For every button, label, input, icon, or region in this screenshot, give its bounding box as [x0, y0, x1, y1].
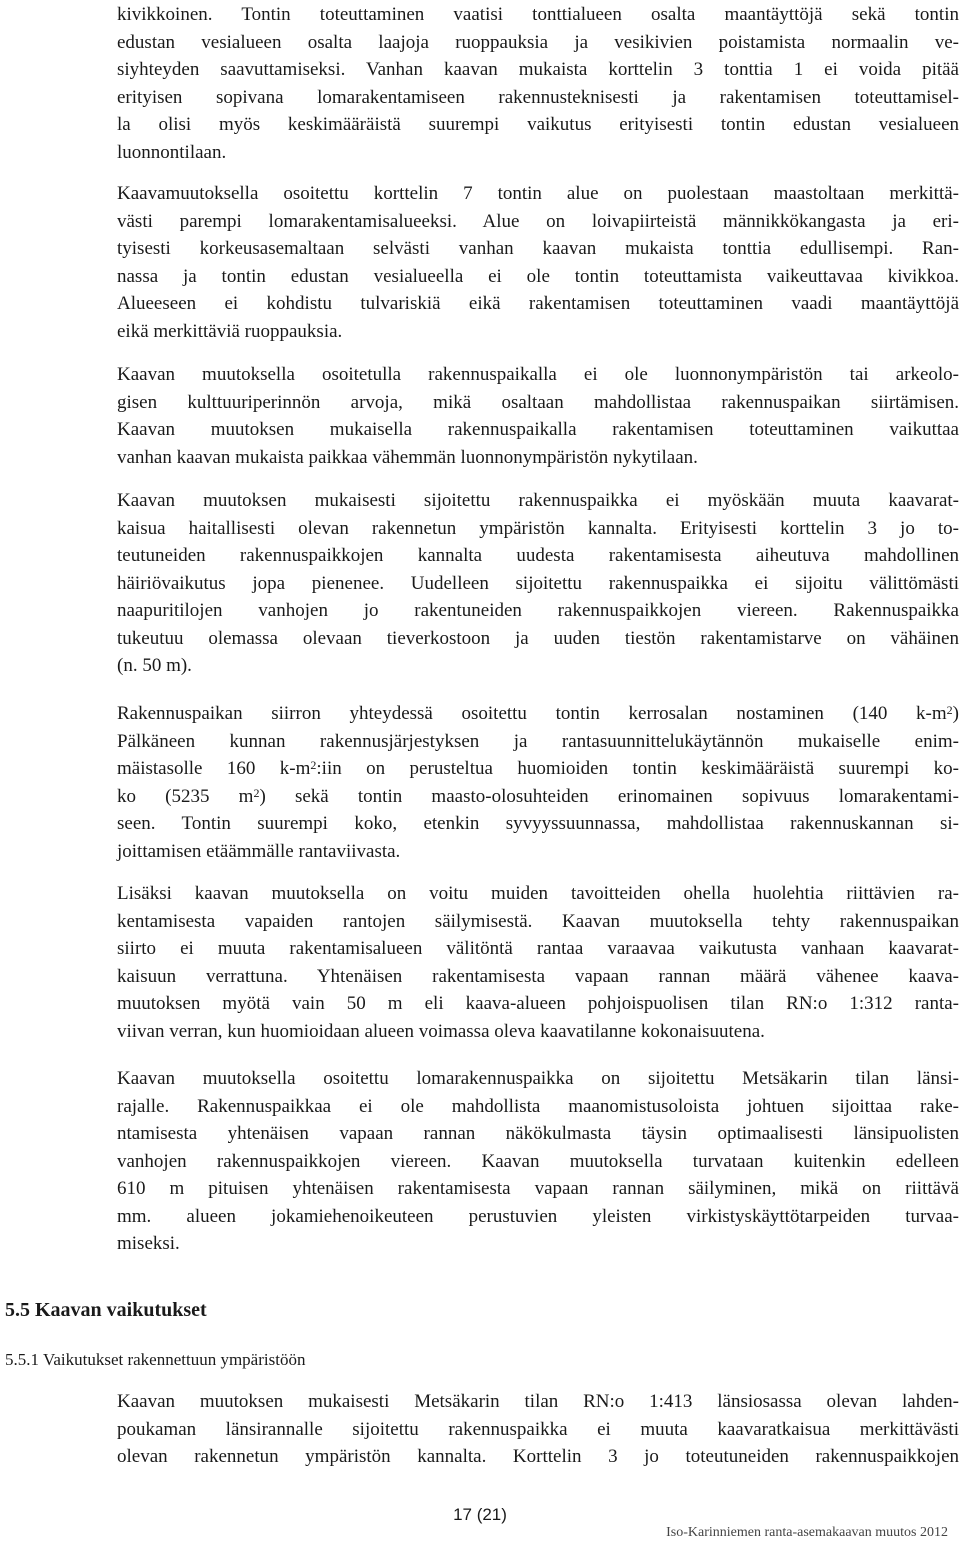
text-line: olevan rakennetun ympäristön kannalta. Korttelin 3 jo toteutuneiden rakennuspaikkojen: [117, 1446, 959, 1467]
paragraph-block-7: [117, 180, 959, 345]
text-line: västi parempi lomarakentamisalueeksi. Alue on loivapiirteistä männikkökangasta ja eri-: [117, 210, 959, 232]
text-fragment: ) sekä tontin maasto-olosuhteiden erinomainen sopivuus lomarakentami-: [259, 785, 959, 807]
text-line: Alueeseen ei kohdistu tulvariskiä eikä rakentamisen toteuttaminen vaadi maantäyttöjä: [117, 293, 959, 314]
page-number: 17 (21): [453, 1505, 507, 1524]
text-line: [117, 700, 959, 728]
text-line: vanhojen rakennuspaikkojen viereen. Kaavan muutoksella turvataan kuitenkin edelleen: [117, 1150, 959, 1172]
text-fragment: ko (5235 m: [117, 785, 254, 807]
text-fragment: Rakennuspaikan siirron yhteydessä osoitettu tontin kerrosalan nostaminen (140 k-m: [117, 703, 947, 724]
paragraph-natural-values: [117, 361, 959, 471]
text-line: Pälkäneen kunnan rakennusjärjestyksen ja rantasuunnittelukäytännön mukaiselle enim-: [117, 730, 959, 752]
subsection-heading: 5.5.1 Vaikutukset rakennettuun ympäristöön: [5, 1350, 306, 1369]
text-fragment: :iin on perusteltua huomioiden tontin keskimääräistä suurempi ko-: [316, 758, 959, 779]
paragraph-location: [117, 1065, 959, 1258]
text-line: Kaavan muutoksella osoitetulla rakennuspaikalla ei ole luonnonympäristön tai arkeolo-: [117, 364, 959, 385]
text-line: muutoksen myötä vain 50 m eli kaava-alueen pohjoispuolisen tilan RN:o 1:312 ranta-: [117, 993, 959, 1014]
superscript: 2: [253, 785, 260, 800]
text-line: kivikkoinen. Tontin toteuttaminen vaatisi tonttialueen osalta maantäyttöjä sekä tontin: [117, 4, 959, 25]
section-heading: 5.5 Kaavan vaikutukset: [5, 1299, 207, 1321]
text-line: poukaman länsirannalle sijoitettu rakennuspaikka ei muuta kaavaratkaisua merkittävästi: [117, 1418, 959, 1440]
text-line: kaisuun verrattuna. Yhtenäisen rakentamisesta vapaan rannan määrä vähenee kaava-: [117, 965, 959, 987]
paragraph-terrain: [117, 1, 959, 166]
text-fragment: mäistasolle 160 k-m: [117, 758, 311, 779]
text-line: Kaavan muutoksen mukaisella rakennuspaikalla rakentamisen toteuttaminen vaikuttaa: [117, 419, 959, 440]
text-fragment: ): [952, 703, 959, 724]
text-line: vanhan kaavan mukaista paikkaa vähemmän luonnonympäristön nykytilaan.: [117, 446, 698, 468]
text-line: eikä merkittäviä ruoppauksia.: [117, 320, 343, 342]
text-line: mm. alueen jokamiehenoikeuteen perustuvien yleisten virkistyskäyttötarpeiden turvaa-: [117, 1205, 959, 1227]
text-line: gisen kulttuuriperinnön arvoja, mikä osaltaan mahdollistaa rakennuspaikan siirtämisen.: [117, 391, 959, 413]
text-line: erityisen sopivana lomarakentamiseen rakennusteknisesti ja rakentamisen toteuttamisel-: [117, 86, 959, 108]
text-line: joittamisen etäämmälle rantaviivasta.: [117, 840, 401, 862]
text-line: viivan verran, kun huomioidaan alueen voimassa oleva kaavatilanne kokonaisuutena.: [117, 1020, 765, 1042]
text-line: siirto ei muuta rakentamisalueen välitöntä rantaa varaavaa vaikutusta vanhaan kaavarat-: [117, 938, 959, 959]
paragraph-built-environment: [117, 487, 959, 680]
text-line: [117, 783, 959, 811]
text-line: rajalle. Rakennuspaikkaa ei ole mahdollista maanomistusoloista johtuen sijoittaa rake-: [117, 1095, 959, 1117]
footer-document-title: Iso-Karinniemen ranta-asemakaavan muutos 2012: [666, 1525, 948, 1540]
text-line: edustan vesialueen osalta laajoja ruoppauksia ja vesikivien poistamista normaalin ve-: [117, 31, 959, 53]
text-line: ntamisesta yhtenäisen vapaan rannan näkökulmasta täysin optimaalisesti länsipuolisten: [117, 1123, 959, 1144]
paragraph-floor-area: [117, 700, 959, 865]
text-line: Kaavan muutoksella osoitettu lomarakennuspaikka on sijoitettu Metsäkarin tilan länsi-: [117, 1068, 959, 1089]
text-line: kentamisesta vapaiden rantojen säilymisestä. Kaavan muutoksella tehty rakennuspaikan: [117, 910, 959, 932]
text-line: Kaavamuutoksella osoitettu korttelin 7 tontin alue on puolestaan maastoltaan merkittä-: [117, 183, 959, 204]
paragraph-impacts: [117, 1388, 959, 1471]
text-line: häiriövaikutus jopa pienenee. Uudelleen sijoitettu rakennuspaikka ei sijoitu välittömästi: [117, 572, 959, 594]
text-line: nassa ja tontin edustan vesialueella ei ole tontin toteuttamista vaikeuttavaa kivikkoa.: [117, 265, 959, 287]
text-line: tyisesti korkeusasemaltaan selvästi vanhan kaavan mukaista tonttia edullisempi. Ran-: [117, 238, 959, 259]
text-line: kaisua haitallisesti olevan rakennetun ympäristön kannalta. Erityisesti korttelin 3 jo to-: [117, 517, 959, 539]
text-line: miseksi.: [117, 1233, 180, 1254]
text-line: seen. Tontin suurempi koko, etenkin syvyyssuunnassa, mahdollistaa rakennuskannan si-: [117, 813, 959, 834]
text-line: tukeutuu olemassa olevaan tieverkostoon ja uuden tiestön rakentamistarve on vähäinen: [117, 627, 959, 649]
text-line: luonnontilaan.: [117, 141, 227, 163]
text-line: la olisi myös keskimääräistä suurempi vaikutus erityisesti tontin edustan vesialueen: [117, 114, 959, 135]
text-line: 610 m pituisen yhtenäisen rakentamisesta vapaan rannan säilyminen, mikä on riittävä: [117, 1178, 959, 1199]
text-line: Kaavan muutoksen mukaisesti Metsäkarin tilan RN:o 1:413 länsiosassa olevan lahden-: [117, 1391, 959, 1412]
text-line: siyhteyden saavuttamiseksi. Vanhan kaavan mukaista korttelin 3 tonttia 1 ei voida pitää: [117, 59, 959, 80]
text-line: Kaavan muutoksen mukaisesti sijoitettu rakennuspaikka ei myöskään muuta kaavarat-: [117, 490, 959, 511]
text-line: [117, 755, 959, 783]
text-line: naapuritilojen vanhojen jo rakentuneiden rakennuspaikkojen viereen. Rakennuspaikka: [117, 600, 959, 621]
superscript: 2: [310, 758, 317, 772]
text-line: (n. 50 m).: [117, 655, 192, 676]
superscript: 2: [946, 703, 953, 717]
text-line: teutuneiden rakennuspaikkojen kannalta uudesta rakentamisesta aiheutuva mahdollinen: [117, 545, 959, 566]
text-line: Lisäksi kaavan muutoksella on voitu muiden tavoitteiden ohella huolehtia riittävien ra-: [117, 883, 959, 904]
paragraph-free-shores: [117, 880, 959, 1045]
